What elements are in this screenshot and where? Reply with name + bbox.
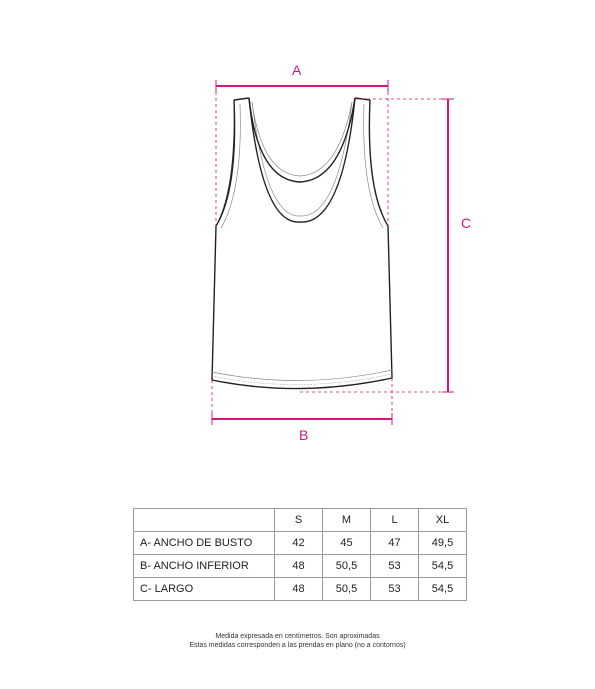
left-strap-top xyxy=(234,98,249,100)
footnote-line-2: Estas medidas corresponden a las prendas en plano (no a contornos) xyxy=(189,642,406,649)
tank-top-outline xyxy=(212,98,392,389)
table-cell: 50,5 xyxy=(323,578,371,601)
size-header-m: M xyxy=(323,509,371,532)
table-cell: 42 xyxy=(275,532,323,555)
row-label: C- LARGO xyxy=(134,578,275,601)
table-cell: 45 xyxy=(323,532,371,555)
table-row xyxy=(134,532,467,555)
table-cell: 53 xyxy=(371,555,419,578)
body-outline xyxy=(212,100,392,389)
size-header-l: L xyxy=(371,509,419,532)
table-row xyxy=(134,578,467,601)
table-cell: 48 xyxy=(275,555,323,578)
label-a: A xyxy=(292,62,302,78)
table-cell: 54,5 xyxy=(419,578,467,601)
table-cell: 50,5 xyxy=(323,555,371,578)
table-cell: 53 xyxy=(371,578,419,601)
table-cell: 54,5 xyxy=(419,555,467,578)
size-header-s: S xyxy=(275,509,323,532)
table-cell: 48 xyxy=(275,578,323,601)
size-header-xl: XL xyxy=(419,509,467,532)
footnote-line-1: Medida expresada en centímetros. Son aproximadas xyxy=(215,633,380,640)
table-cell: 49,5 xyxy=(419,532,467,555)
label-c: C xyxy=(461,215,472,231)
table-cell: 47 xyxy=(371,532,419,555)
front-neckline xyxy=(249,98,355,222)
measure-a xyxy=(216,80,388,226)
measure-c xyxy=(300,99,454,392)
size-table xyxy=(133,508,467,601)
header-empty-cell xyxy=(134,509,275,532)
row-label: B- ANCHO INFERIOR xyxy=(134,555,275,578)
row-label: A- ANCHO DE BUSTO xyxy=(134,532,275,555)
table-row xyxy=(134,555,467,578)
size-header-row xyxy=(134,509,467,532)
label-b: B xyxy=(299,427,309,443)
